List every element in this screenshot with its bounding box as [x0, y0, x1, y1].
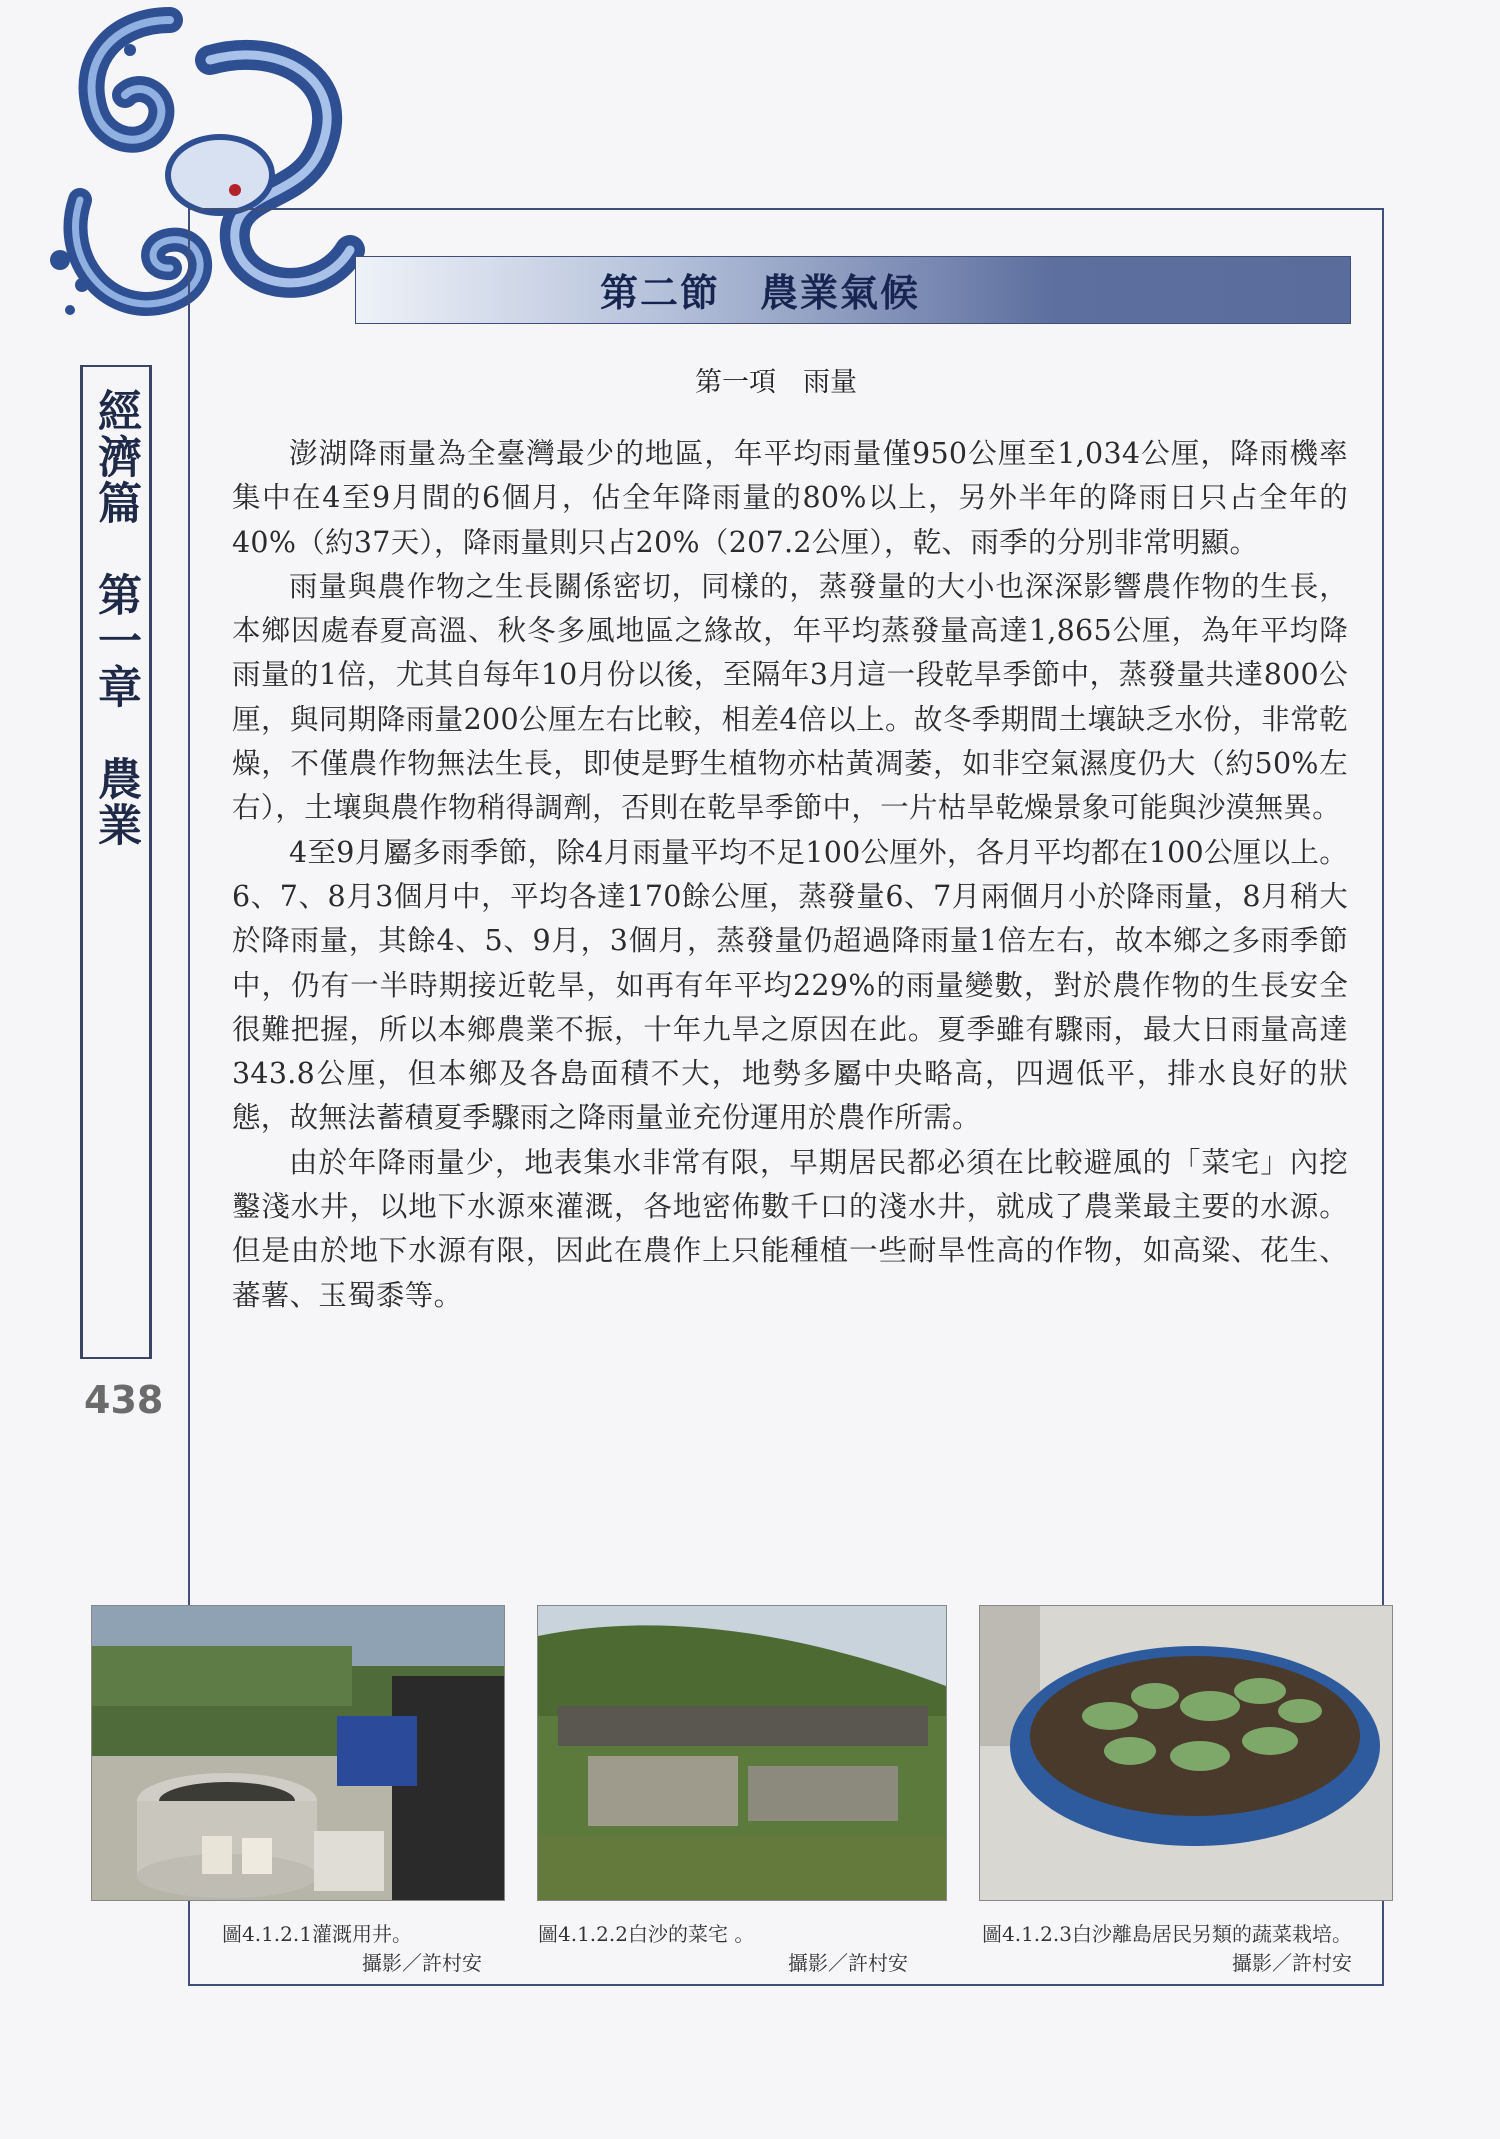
- photo-potted-vegetables: [980, 1606, 1392, 1900]
- figure-caption: [222, 1920, 522, 1978]
- figure-caption: [538, 1920, 948, 1978]
- section-title: 第二節 農業氣候: [600, 270, 921, 315]
- photo-credit: 攝影／許村安: [362, 1951, 482, 1975]
- paragraph: 由於年降雨量少，地表集水非常有限，早期居民都必須在比較避風的「菜宅」內挖鑿淺水井，以地下水源來灌溉，各地密佈數千口的淺水井，就成了農業最主要的水源。但是由於地下水源有限，因此在農作上只能種植一些耐旱性高的作物，如高粱、花生、蕃薯、玉蜀黍等。: [232, 1145, 1348, 1312]
- page-number: 438: [84, 1378, 164, 1422]
- figure-caption-text: 圖4.1.2.1灌溉用井。: [222, 1922, 412, 1946]
- subsection-title: 第一項 雨量: [695, 367, 857, 398]
- photo-irrigation-well: [92, 1606, 504, 1900]
- photo-credit: 攝影／許村安: [1232, 1951, 1352, 1975]
- figure-caption-text: 圖4.1.2.2白沙的菜宅 。: [538, 1922, 755, 1946]
- paragraph: 澎湖降雨量為全臺灣最少的地區，年平均雨量僅950公厘至1,034公厘，降雨機率集中在4至9月間的6個月，佔全年降雨量的80%以上，另外半年的降雨日只占全年的40%（約37天），降雨量則只占20%（207.2公厘），乾、雨季的分別非常明顯。: [232, 437, 1348, 559]
- photo-credit: 攝影／許村安: [788, 1951, 908, 1975]
- body-text: [232, 432, 1348, 1318]
- photo-vegetable-enclosure: [538, 1606, 946, 1900]
- chapter-sidebar-label: 經濟篇 第一章 農業: [90, 388, 141, 848]
- paragraph: 4至9月屬多雨季節，除4月雨量平均不足100公厘外，各月平均都在100公厘以上。6、7、8月3個月中，平均各達170餘公厘，蒸發量6、7月兩個月小於降雨量，8月稍大於降雨量，其餘4、5、9月，3個月，蒸發量仍超過降雨量1倍左右，故本鄉之多雨季節中，仍有一半時期接近乾旱，如再有年平均229%的雨量變數，對於農作物的生長安全很難把握，所以本鄉農業不振，十年九旱之原因在此。夏季雖有驟雨，最大日雨量高達343.8公厘，但本鄉及各島面積不大，地勢多屬中央略高，四週低平，排水良好的狀態，故無法蓄積夏季驟雨之降雨量並充份運用於農作所需。: [232, 835, 1348, 1135]
- figure-caption: [982, 1920, 1392, 1978]
- figure-caption-text: 圖4.1.2.3白沙離島居民另類的蔬菜栽培。: [982, 1922, 1352, 1946]
- paragraph: 雨量與農作物之生長關係密切，同樣的，蒸發量的大小也深深影響農作物的生長，本鄉因處春夏高溫、秋冬多風地區之緣故，年平均蒸發量高達1,865公厘，為年平均降雨量的1倍，尤其自每年10月份以後，至隔年3月這一段乾旱季節中，蒸發量共達800公厘，與同期降雨量200公厘左右比較，相差4倍以上。故冬季期間土壤缺乏水份，非常乾燥，不僅農作物無法生長，即使是野生植物亦枯黃凋萎，如非空氣濕度仍大（約50%左右），土壤與農作物稍得調劑，否則在乾旱季節中，一片枯旱乾燥景象可能與沙漠無異。: [232, 569, 1348, 825]
